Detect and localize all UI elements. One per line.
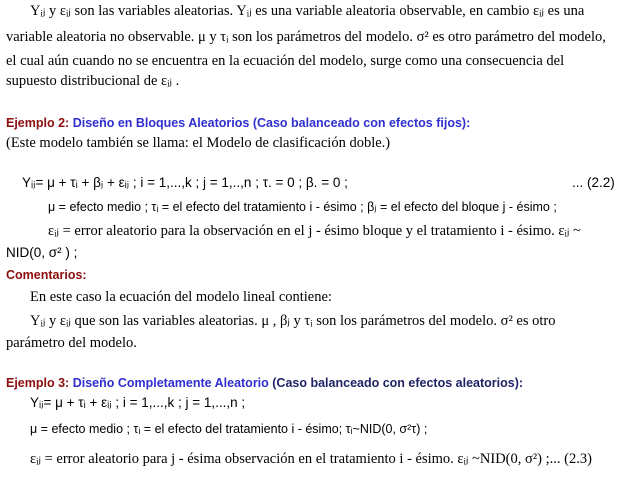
example-2-equation-number: ... (2.2) (572, 175, 615, 190)
example-2-heading (6, 114, 470, 132)
comments-heading: Comentarios: (6, 268, 87, 282)
comments-line-3: parámetro del modelo. (6, 335, 137, 351)
example-2-equation: Yᵢⱼ= μ + τᵢ + βⱼ + εᵢⱼ ; i = 1,...,k ; j = 1,..,n ; τ. = 0 ; β. = 0 ; (22, 175, 348, 190)
intro-line-3: el cual aún cuando no se encuentra en la ecuación del modelo, surge como una consecuencia del (6, 53, 565, 69)
comments-line-2: Yᵢⱼ y εᵢⱼ que son las variables aleatorias. μ , βⱼ y τᵢ son los parámetros del modelo. σ² es otro (30, 313, 556, 329)
example-2-definitions-3: NID(0, σ² ) ; (6, 245, 78, 260)
intro-line-4: supuesto distribucional de εᵢⱼ . (6, 73, 180, 89)
intro-line-2: variable aleatoria no observable. μ y τᵢ son los parámetros del modelo. σ² es otro parámetro del modelo, (6, 29, 606, 45)
example-3-subtitle: (Caso balanceado con efectos aleatorios): (268, 376, 524, 390)
intro-line-1: Yᵢⱼ y εᵢⱼ son las variables aleatorias. Yᵢⱼ es una variable aleatoria observable, en cambio εᵢⱼ es una (30, 3, 585, 19)
example-2-definitions-2: εᵢⱼ = error aleatorio para la observación en el j - ésimo bloque y el tratamiento i - ésimo. εᵢⱼ ~ (48, 223, 581, 239)
example-3-title: Diseño Completamente Aleatorio (69, 376, 269, 390)
example-3-definitions-1: μ = efecto medio ; τᵢ = el efecto del tratamiento i - ésimo; τᵢ~NID(0, σ²τ) ; (30, 422, 428, 436)
example-3-equation: Yᵢⱼ= μ + τᵢ + εᵢⱼ ; i = 1,...,k ; j = 1,...,n ; (30, 395, 246, 410)
example-2-definitions-1: μ = efecto medio ; τᵢ = el efecto del tratamiento i - ésimo ; βⱼ = el efecto del bloque j - ésimo ; (48, 200, 557, 214)
example-3-label: Ejemplo 3: (6, 376, 70, 390)
example-2-note: (Este modelo también se llama: el Modelo de clasificación doble.) (6, 135, 391, 151)
example-2-title: Diseño en Bloques Aleatorios (69, 116, 250, 130)
comments-line-1: En este caso la ecuación del modelo lineal contiene: (30, 289, 332, 305)
example-2-label: Ejemplo 2: (6, 116, 70, 130)
example-3-heading (6, 374, 523, 392)
example-3-definitions-2: εᵢⱼ = error aleatorio para j - ésima observación en el tratamiento i - ésimo. εᵢⱼ ~NID(0, σ²) ;... (2.3) (30, 451, 592, 467)
example-2-subtitle: (Caso balanceado con efectos fijos): (249, 116, 471, 130)
